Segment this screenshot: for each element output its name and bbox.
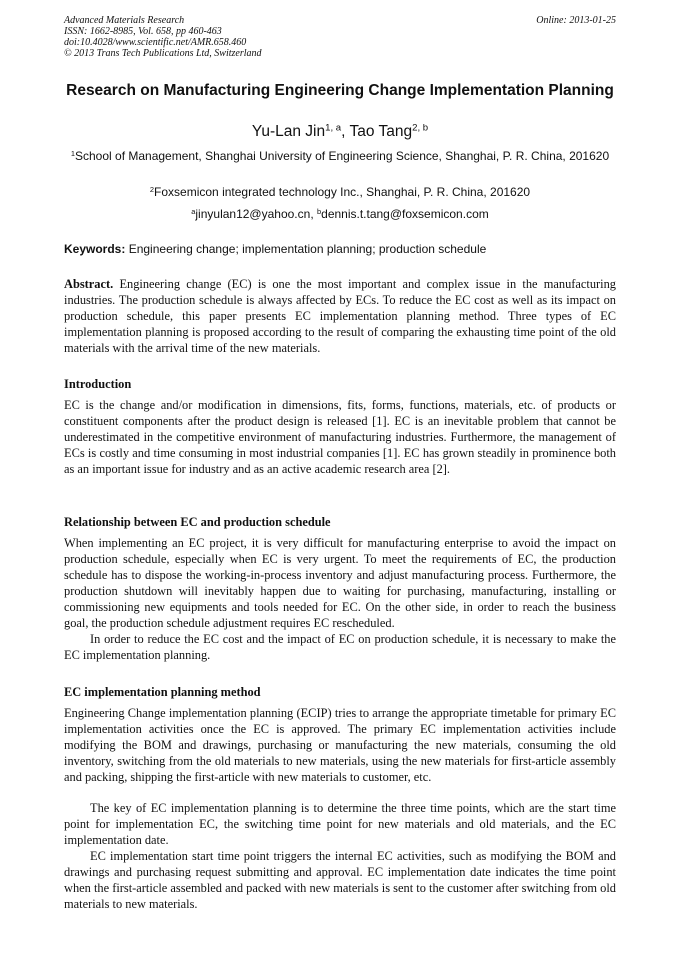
copyright-line: © 2013 Trans Tech Publications Ltd, Switzerland: [64, 48, 262, 59]
relationship-heading: Relationship between EC and production schedule: [64, 515, 331, 529]
affiliation-2-text: Foxsemicon integrated technology Inc., Shanghai, P. R. China, 201620: [154, 185, 531, 199]
method-paragraph-2: The key of EC implementation planning is to determine the three time points, which are the start time point for implementation EC, the switching time point for new materials and old materials, and the EC implementation date.: [64, 801, 616, 847]
email-a[interactable]: jinyulan12@yahoo.cn: [195, 207, 311, 221]
email-line: $^a$jinyulan12@yahoo.cn, $^b$dennis.t.tang@foxsemicon.com: [191, 206, 489, 221]
introduction-heading: Introduction: [64, 377, 132, 391]
paper-title: Research on Manufacturing Engineering Change Implementation Planning: [66, 82, 614, 99]
abstract-label: Abstract.: [64, 277, 114, 291]
journal-name: Advanced Materials Research: [64, 15, 185, 26]
method-paragraph-3: EC implementation start time point triggers the internal EC activities, such as modifying the BOM and drawings and purchasing request submitting and approval. EC implementation date indicates the time point when the first-article assembled and packed with new materials is sent to the customer after switching from old materials to new materials.: [64, 849, 616, 911]
keywords-text: Engineering change; implementation planning; production schedule: [128, 242, 487, 256]
online-date: Online: 2013-01-25: [536, 15, 616, 26]
affiliation-1-sup: 1: [70, 148, 75, 158]
author-line: Yu-Lan Jin$^{1, a}$, Tao Tang$^{2, b}$: [251, 122, 429, 140]
method-heading: EC implementation planning method: [64, 685, 261, 699]
doi-line: doi:10.4028/www.scientific.net/AMR.658.460: [64, 37, 247, 48]
keywords-label: Keywords:: [64, 242, 126, 256]
affiliation-1-text: School of Management, Shanghai University of Engineering Science, Shanghai, P. R. China, 201620: [75, 149, 610, 163]
abstract: [64, 276, 616, 356]
relationship-paragraph-1: When implementing an EC project, it is very difficult for manufacturing enterprise to avoid the impact on production schedule, especially when EC is very urgent. To meet the requirements of EC, the production schedule has to dispose the working-in-process inventory and adjust manufacturing process. Furthermore, the production shutdown will inevitably happen due to waiting for purchasing, manufacturing, installing or commissioning new equipments and tools needed for EC. On the other side, in order to reach the business goal, the production schedule adjustment requires EC rescheduled.: [64, 536, 616, 630]
journal-header: [64, 15, 616, 59]
author-2: Tao Tang: [349, 123, 413, 140]
affiliation-2: [64, 185, 616, 200]
keywords: [64, 242, 616, 257]
journal-info: [64, 15, 616, 59]
author-1-sup: 1, a: [325, 122, 342, 134]
affiliation-1: [64, 149, 616, 164]
introduction-paragraph: EC is the change and/or modification in dimensions, fits, forms, functions, materials, etc. of products or constituent components after the product design is released [1]. EC is an inevitable problem that cannot be underestimated in the competitive environment of manufacturing industries. Furthermore, the management of ECs is costly and time consuming in most industrial companies [1]. EC has grown steadily in prominence both as an important issue for industry and as an active academic research area [2].: [64, 398, 616, 476]
affiliation-2-sup: 2: [149, 184, 155, 194]
abstract-text: Engineering change (EC) is one the most important and complex issue in the manufacturing industries. The production schedule is always affected by ECs. To reduce the EC cost as well as its impact on production schedule, this paper presents EC implementation planning method. Three types of EC implementation planning is proposed according to the result of comparing the exhausting time point of the old materials with the arrival time of the new materials.: [64, 277, 616, 355]
email-a-sup: a: [191, 206, 196, 216]
author-2-sup: 2, b: [412, 122, 429, 134]
method-paragraph-1: Engineering Change implementation planning (ECIP) tries to arrange the appropriate timetable for primary EC implementation activities once the EC is approved. The primary EC implementation activities include modifying the BOM and drawings, purchasing or manufacturing the new materials, consuming the old inventory, switching from the old materials to new materials, using the new materials for first-article assembly and packing, shipping the first-article with new materials to customer, etc.: [64, 706, 616, 784]
email-b[interactable]: dennis.t.tang@foxsemicon.com: [321, 207, 489, 221]
email-b-sup: b: [317, 206, 322, 216]
relationship-paragraph-2: In order to reduce the EC cost and the impact of EC on production schedule, it is necessary to make the EC implementation planning.: [64, 632, 616, 662]
author-1: Yu-Lan Jin: [251, 123, 326, 140]
issn-line: ISSN: 1662-8985, Vol. 658, pp 460-463: [64, 26, 222, 37]
